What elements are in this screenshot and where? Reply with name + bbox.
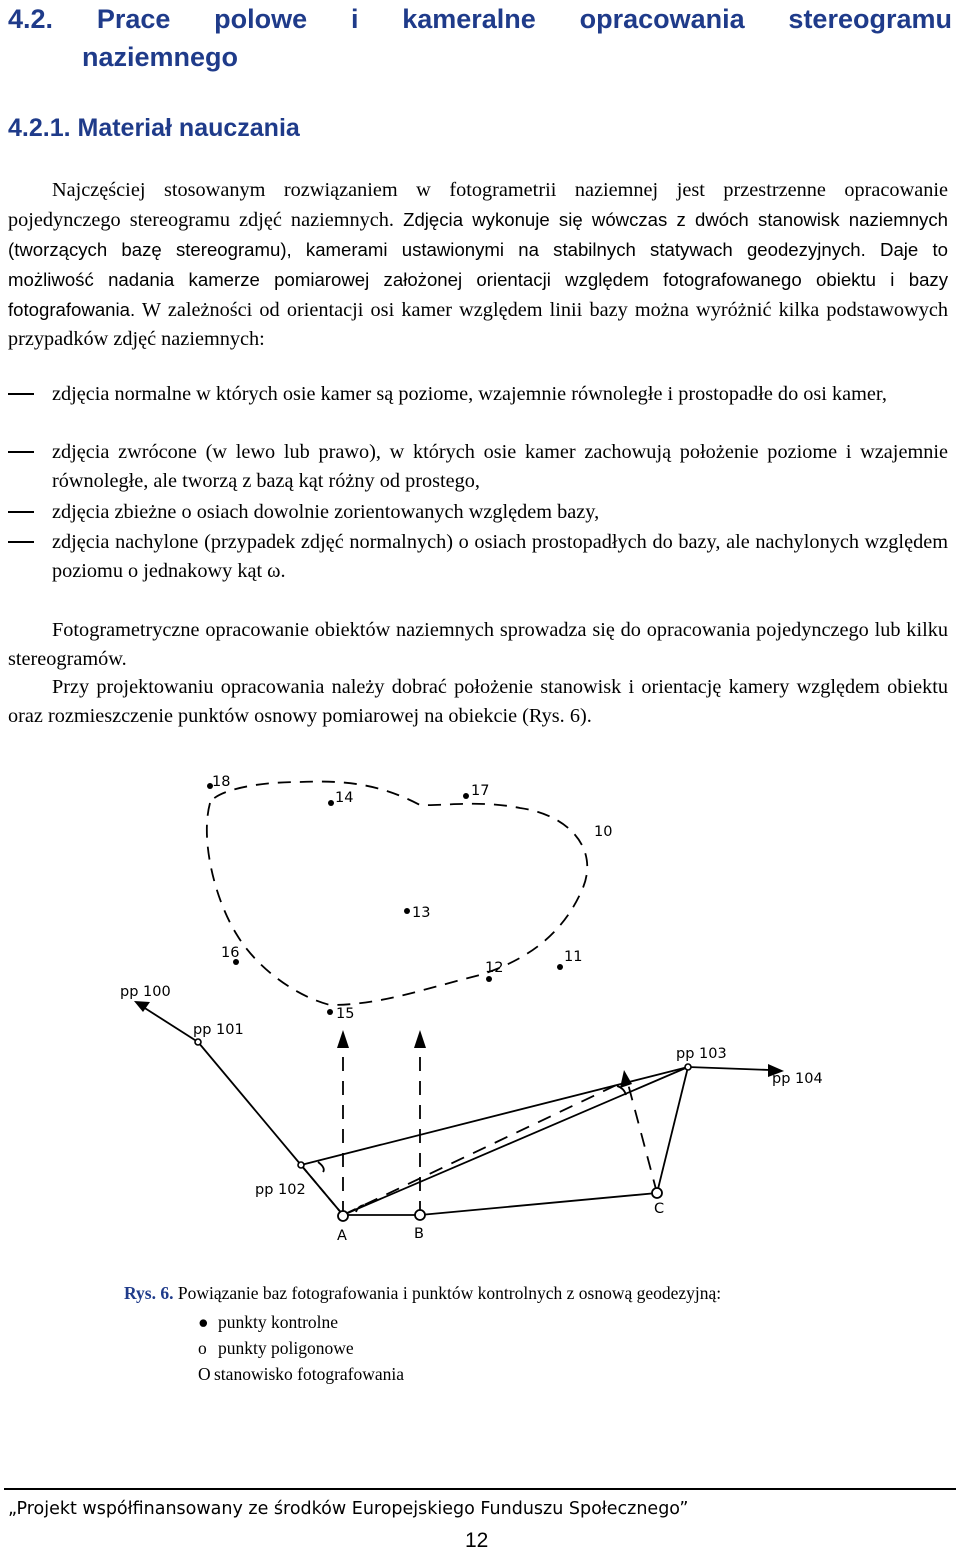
legend-symbol: o bbox=[198, 1338, 207, 1358]
list-item: zdjęcia normalne w których osie kamer są poziome, wzajemnie równoległe i prostopadłe do osi kamer, bbox=[8, 380, 948, 409]
label-14: 14 bbox=[335, 790, 354, 806]
control-point-13 bbox=[404, 908, 410, 914]
station-a bbox=[338, 1211, 348, 1221]
label-11: 11 bbox=[564, 949, 583, 965]
polygon-point-101 bbox=[195, 1039, 201, 1045]
label-10: 10 bbox=[594, 824, 613, 840]
footer-divider bbox=[4, 1488, 956, 1490]
paragraph-processing: Fotogrametryczne opracowanie obiektów naziemnych sprowadza się do opracowania pojedynczego lub kilku stereogramów. bbox=[8, 619, 948, 670]
polygon-point-102 bbox=[298, 1162, 304, 1168]
station-b bbox=[415, 1210, 425, 1220]
station-c bbox=[652, 1188, 662, 1198]
label-pp102: pp 102 bbox=[255, 1182, 306, 1198]
footer-note: „Projekt współfinansowany ze środków Europejskiego Funduszu Społecznego” bbox=[8, 1499, 689, 1519]
label-18: 18 bbox=[212, 774, 231, 790]
paragraph-intro-part1: Najczęściej stosowanym rozwiązaniem w fotogrametrii naziemnej jest przestrzenne opracowanie pojedynczego stereogramu zdjęć naziemnych. bbox=[8, 179, 948, 231]
list-item: zdjęcia zwrócone (w lewo lub prawo), w których osie kamer zachowują położenie poziome i wzajemnie równoległe, ale tworzą z bazą kąt różny od prostego, bbox=[8, 438, 948, 496]
figure-caption-text: Powiązanie baz fotografowania i punktów kontrolnych z osnową geodezyjną: bbox=[173, 1283, 722, 1303]
figure-caption bbox=[124, 1281, 721, 1305]
page-number: 12 bbox=[465, 1529, 489, 1552]
list-item: zdjęcia nachylone (przypadek zdjęć normalnych) o osiach prostopadłych do bazy, ale nachylonych względem poziomu o jednakowy kąt ω. bbox=[8, 528, 948, 586]
legend-symbol: O bbox=[198, 1364, 211, 1384]
label-pp103: pp 103 bbox=[676, 1046, 727, 1062]
control-point-12 bbox=[486, 976, 492, 982]
label-pp100: pp 100 bbox=[120, 984, 171, 1000]
control-point-14 bbox=[328, 800, 334, 806]
legend-label: punkty kontrolne bbox=[218, 1312, 339, 1332]
legend-item bbox=[198, 1336, 354, 1360]
list-item: zdjęcia zbieżne o osiach dowolnie zorientowanych względem bazy, bbox=[8, 498, 948, 527]
label-b: B bbox=[414, 1226, 424, 1242]
label-13: 13 bbox=[412, 905, 431, 921]
label-c: C bbox=[654, 1201, 665, 1217]
subsection-heading: 4.2.1. Materiał nauczania bbox=[8, 114, 300, 142]
legend-label: punkty poligonowe bbox=[218, 1338, 354, 1358]
paragraph-intro-part2: Zdjęcia wykonuje się wówczas z dwóch stanowisk naziemnych (tworzących bazę stereogramu), kamerami ustawionymi na stabilnych statywach geodezyjnych. Daje to możliwość nadania kamerze pomiarowej założonej orientacji względem fotografowanego obiektu i bazy fotografowania. bbox=[8, 209, 948, 320]
legend-label: stanowisko fotografowania bbox=[214, 1364, 405, 1384]
label-16: 16 bbox=[221, 945, 240, 961]
section-heading: 4.2. Prace polowe i kameralne opracowania stereogramu bbox=[8, 4, 952, 34]
label-a: A bbox=[337, 1228, 347, 1244]
figure-caption-number: Rys. 6. bbox=[124, 1283, 174, 1303]
section-heading-continued: naziemnego bbox=[82, 42, 239, 72]
control-point-15 bbox=[327, 1009, 333, 1015]
control-point-17 bbox=[463, 793, 469, 799]
paragraph-intro-part3: W zależności od orientacji osi kamer względem linii bazy można wyróżnić kilka podstawowych przypadków zdjęć naziemnych: bbox=[8, 299, 948, 350]
label-pp104: pp 104 bbox=[772, 1071, 823, 1087]
object-outline bbox=[207, 782, 587, 1005]
polygon-point-103 bbox=[685, 1064, 691, 1070]
label-12: 12 bbox=[485, 960, 504, 976]
legend-item bbox=[198, 1362, 404, 1386]
paragraph-design: Przy projektowaniu opracowania należy dobrać położenie stanowisk i orientację kamery względem obiektu oraz rozmieszczenie punktów osnowy pomiarowej na obiekcie (Rys. 6). bbox=[8, 676, 948, 727]
legend-item bbox=[198, 1310, 338, 1334]
label-pp101: pp 101 bbox=[193, 1022, 244, 1038]
label-17: 17 bbox=[471, 783, 490, 799]
label-15: 15 bbox=[336, 1006, 355, 1022]
control-point-11 bbox=[557, 964, 563, 970]
legend-symbol: ● bbox=[198, 1312, 209, 1332]
